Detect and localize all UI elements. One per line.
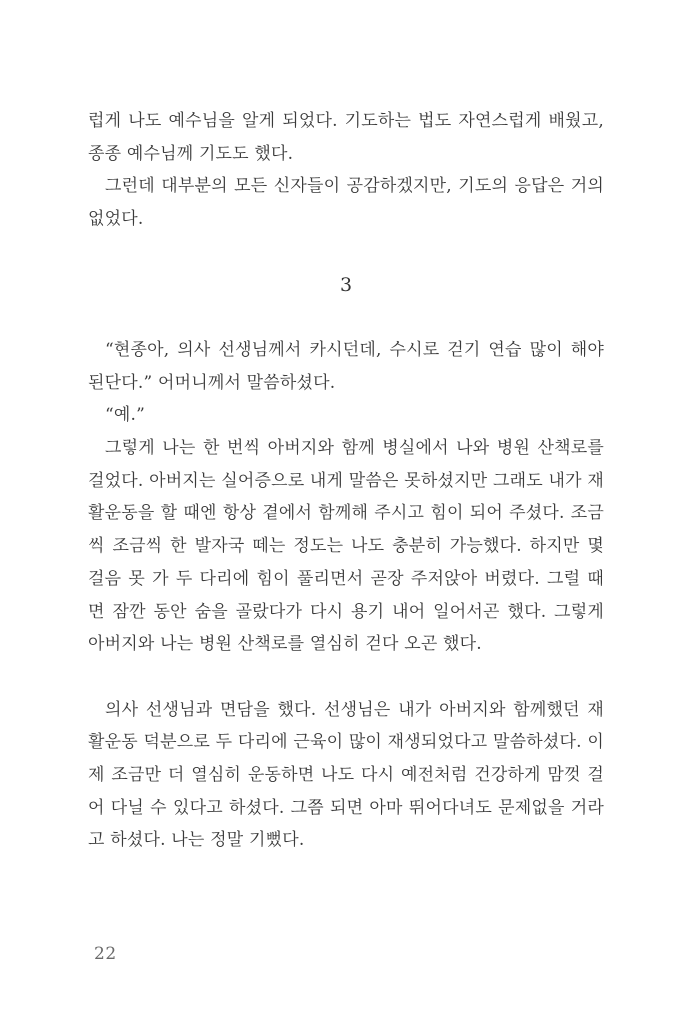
paragraph: 그렇게 나는 한 번씩 아버지와 함께 병실에서 나와 병원 산책로를 걸었다. 아버지는 실어증으로 내게 말씀은 못하셨지만 그래도 내가 재활운동을 할 때엔 항상 곁에서 함께해 주시고 힘이 되어 주셨다. 조금씩 조금씩 한 발자국 떼는 정도는 나도 충분히 가능했다. 하지만 몇 걸음 못 가 두 다리에 힘이 풀리면서 곧장 주저앉아 버렸다. 그럴 때면 잠깐 동안 숨을 골랐다가 다시 용기 내어 일어서곤 했다. 그렇게 아버지와 나는 병원 산책로를 열심히 걷다 오곤 했다. [88,438,604,655]
paragraph-dialogue: “현종아, 의사 선생님께서 카시던데, 수시로 걷기 연습 많이 해야 된단다.” 어머니께서 말씀하셨다. [88,339,604,393]
page-number: 22 [94,944,117,964]
paragraph: 의사 선생님과 면담을 했다. 선생님은 내가 아버지와 함께했던 재활운동 덕분으로 두 다리에 근육이 많이 재생되었다고 말씀하셨다. 이제 조금만 더 열심히 운동하면 나도 다시 예전처럼 건강하게 맘껏 걸어 다닐 수 있다고 하셨다. 그쯤 되면 아마 뛰어다녀도 문제없을 거라고 하셨다. 나는 정말 기뻤다. [88,699,604,851]
body-text [88,105,604,857]
section-number: 3 [339,273,353,296]
paragraph: 그런데 대부분의 모든 신자들이 공감하겠지만, 기도의 응답은 거의 없었다. [88,176,604,230]
paragraph-dialogue: “예.” [105,405,146,426]
paragraph-continuation: 럽게 나도 예수님을 알게 되었다. 기도하는 법도 자연스럽게 배웠고, 종종 예수님께 기도도 했다. [88,111,604,164]
